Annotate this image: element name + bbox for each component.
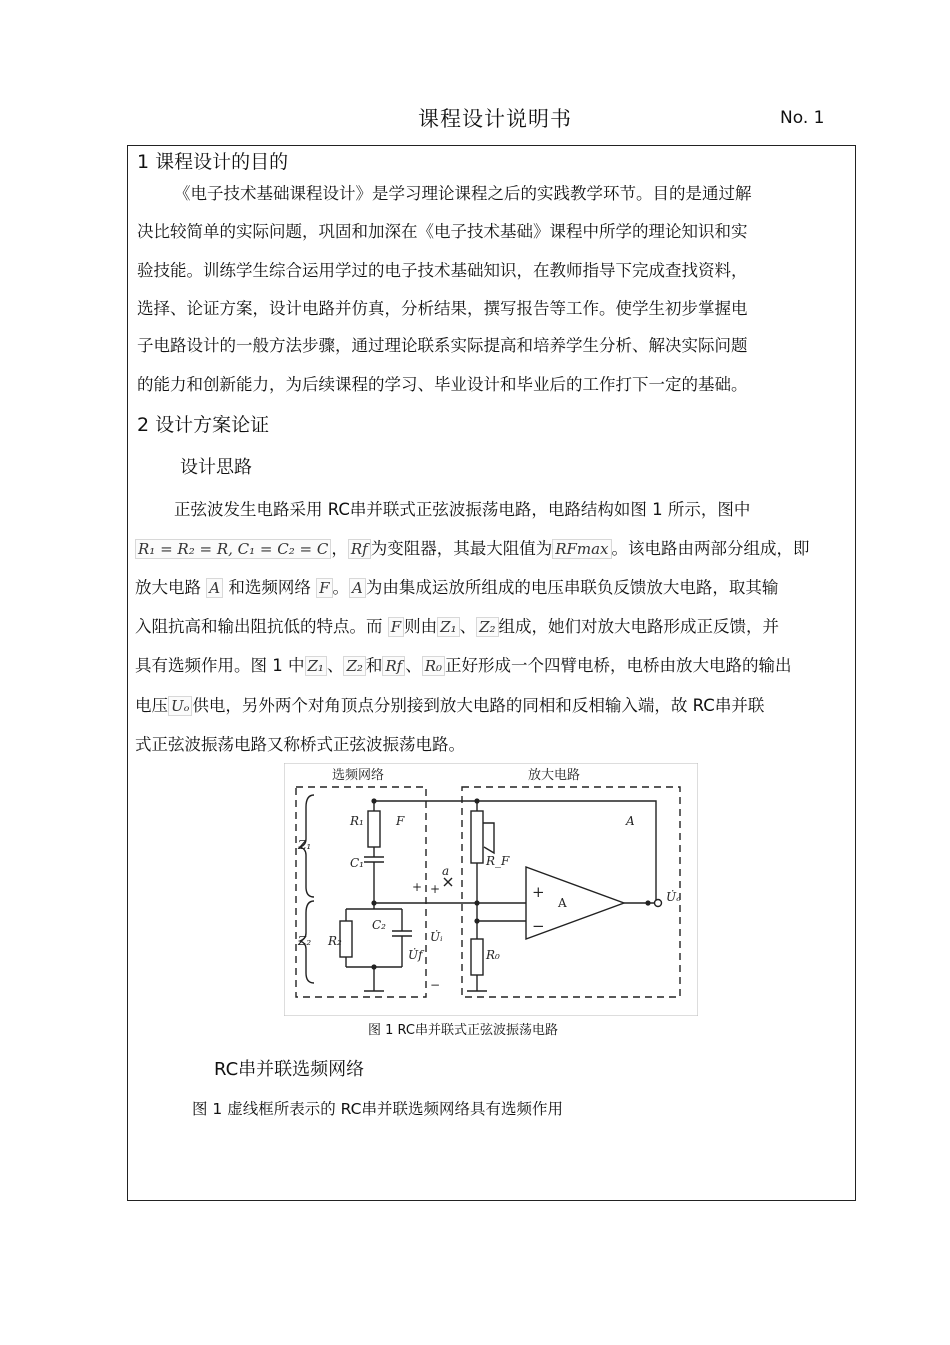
symbol-inline: Rf — [382, 656, 405, 676]
junction-dot — [474, 918, 479, 923]
symbol-inline: Z₂ — [343, 656, 365, 676]
figure-caption: 图 1 RC串并联式正弦波振荡电路 — [368, 1023, 558, 1038]
text-run: 。该电路由两部分组成，即 — [611, 539, 810, 558]
text-run: 和选频网络 — [228, 578, 311, 597]
text-run: 和 — [365, 656, 383, 675]
text-run: 。 — [332, 578, 350, 597]
label-z2: Z₂ — [298, 934, 312, 948]
text-run: 、 — [405, 656, 422, 675]
paragraph-line: 验技能。训练学生综合运用学过的电子技术基础知识，在教师指导下完成查找资料， — [137, 261, 748, 280]
label-node-a: a — [442, 864, 450, 878]
text-run: 供电，另外两个对角顶点分别接到放大电路的同相和反相输入端，故 RC串并联 — [192, 696, 765, 715]
paragraph-line: 《电子技术基础课程设计》是学习理论课程之后的实践教学环节。目的是通过解 — [174, 184, 752, 203]
text-run: 为变阻器，其最大阻值为 — [370, 539, 553, 558]
junction-dot — [474, 798, 479, 803]
paragraph-line — [135, 613, 779, 637]
label-uo: U̇ₒ — [666, 890, 681, 904]
circuit-diagram — [284, 763, 698, 1016]
junction-dot — [371, 900, 376, 905]
output-terminal — [655, 900, 662, 907]
paragraph-line: 子电路设计的一般方法步骤，通过理论联系实际提高和培养学生分析、解决实际问题 — [137, 336, 748, 355]
paragraph-line — [135, 692, 764, 716]
symbol-inline: F — [388, 617, 404, 637]
label-plus-small: + — [430, 882, 441, 896]
paragraph-line — [135, 652, 792, 676]
paragraph-line: 选择、论证方案，设计电路并仿真，分析结果，撰写报告等工作。使学生初步掌握电 — [137, 299, 748, 318]
label-c1: C₁ — [350, 856, 364, 870]
text-run: 具有选频作用。图 1 中 — [135, 656, 305, 675]
text-run: 电压 — [135, 696, 168, 715]
text-run: 组成，她们对放大电路形成正反馈，并 — [498, 617, 780, 636]
label-plus-small: + — [412, 880, 423, 894]
label-amplifier: 放大电路 — [528, 768, 581, 783]
label-minus: − — [532, 917, 545, 935]
label-z1: Z₁ — [298, 838, 312, 852]
section-1-heading: 1 课程设计的目的 — [137, 151, 289, 173]
label-f: F — [396, 814, 405, 828]
text-run: 为由集成运放所组成的电压串联负反馈放大电路，取其输 — [365, 578, 779, 597]
paragraph-line: 正弦波发生电路采用 RC串并联式正弦波振荡电路，电路结构如图 1 所示，图中 — [174, 500, 751, 519]
symbol-inline: R₀ — [422, 656, 445, 676]
text-run: 放大电路 — [135, 578, 201, 597]
symbol-inline: Z₂ — [476, 617, 498, 637]
paragraph-line: 的能力和创新能力，为后续课程的学习、毕业设计和毕业后的工作打下一定的基础。 — [137, 375, 748, 394]
symbol-inline: RFmax — [552, 539, 611, 559]
text-run: 、 — [326, 656, 344, 675]
subsection-heading: RC串并联选频网络 — [214, 1059, 365, 1080]
text-run: 、 — [459, 617, 477, 636]
label-c2: C₂ — [372, 918, 386, 932]
symbol-inline: A — [206, 578, 223, 598]
text-run: 则由 — [404, 617, 438, 636]
subsection-heading: 设计思路 — [180, 457, 252, 478]
label-plus: + — [532, 883, 545, 901]
page-number: No. 1 — [780, 108, 825, 128]
label-ui: U̇ᵢ — [430, 930, 443, 944]
symbol-inline: Z₁ — [305, 656, 327, 676]
text-run: 正好形成一个四臂电桥，电桥由放大电路的输出 — [445, 656, 792, 675]
paragraph-line — [135, 574, 778, 598]
document-title: 课程设计说明书 — [418, 107, 572, 131]
label-minus-small: − — [430, 978, 441, 992]
label-a-feedback: A — [626, 814, 635, 828]
text-run: ， — [331, 539, 348, 558]
text-run: 入阻抗高和输出阻抗低的特点。而 — [135, 617, 383, 636]
label-selection-network: 选频网络 — [332, 768, 385, 783]
equation-inline: R₁ = R₂ = R, C₁ = C₂ = C — [135, 539, 331, 559]
junction-dot — [474, 900, 479, 905]
junction-dot — [371, 964, 376, 969]
paragraph-line: 图 1 虚线框所表示的 RC串并联选频网络具有选频作用 — [192, 1100, 563, 1118]
label-opamp: A — [558, 896, 567, 910]
paragraph-line — [135, 535, 810, 559]
label-uf: U̇f — [408, 948, 423, 962]
symbol-inline: A — [349, 578, 366, 598]
label-r0: R₀ — [486, 948, 500, 962]
symbol-inline: Z₁ — [437, 617, 459, 637]
symbol-inline: F — [316, 578, 332, 598]
label-r2: R₂ — [328, 934, 342, 948]
junction-dot — [371, 798, 376, 803]
label-rf: R_F — [486, 854, 510, 868]
junction-dot — [645, 900, 650, 905]
symbol-inline: Rf — [348, 539, 371, 559]
label-r1: R₁ — [350, 814, 364, 828]
section-2-heading: 2 设计方案论证 — [137, 414, 270, 436]
paragraph-line: 决比较简单的实际问题，巩固和加深在《电子技术基础》课程中所学的理论知识和实 — [137, 222, 748, 241]
paragraph-line: 式正弦波振荡电路又称桥式正弦波振荡电路。 — [135, 735, 465, 754]
symbol-inline: Uₒ — [168, 696, 192, 716]
